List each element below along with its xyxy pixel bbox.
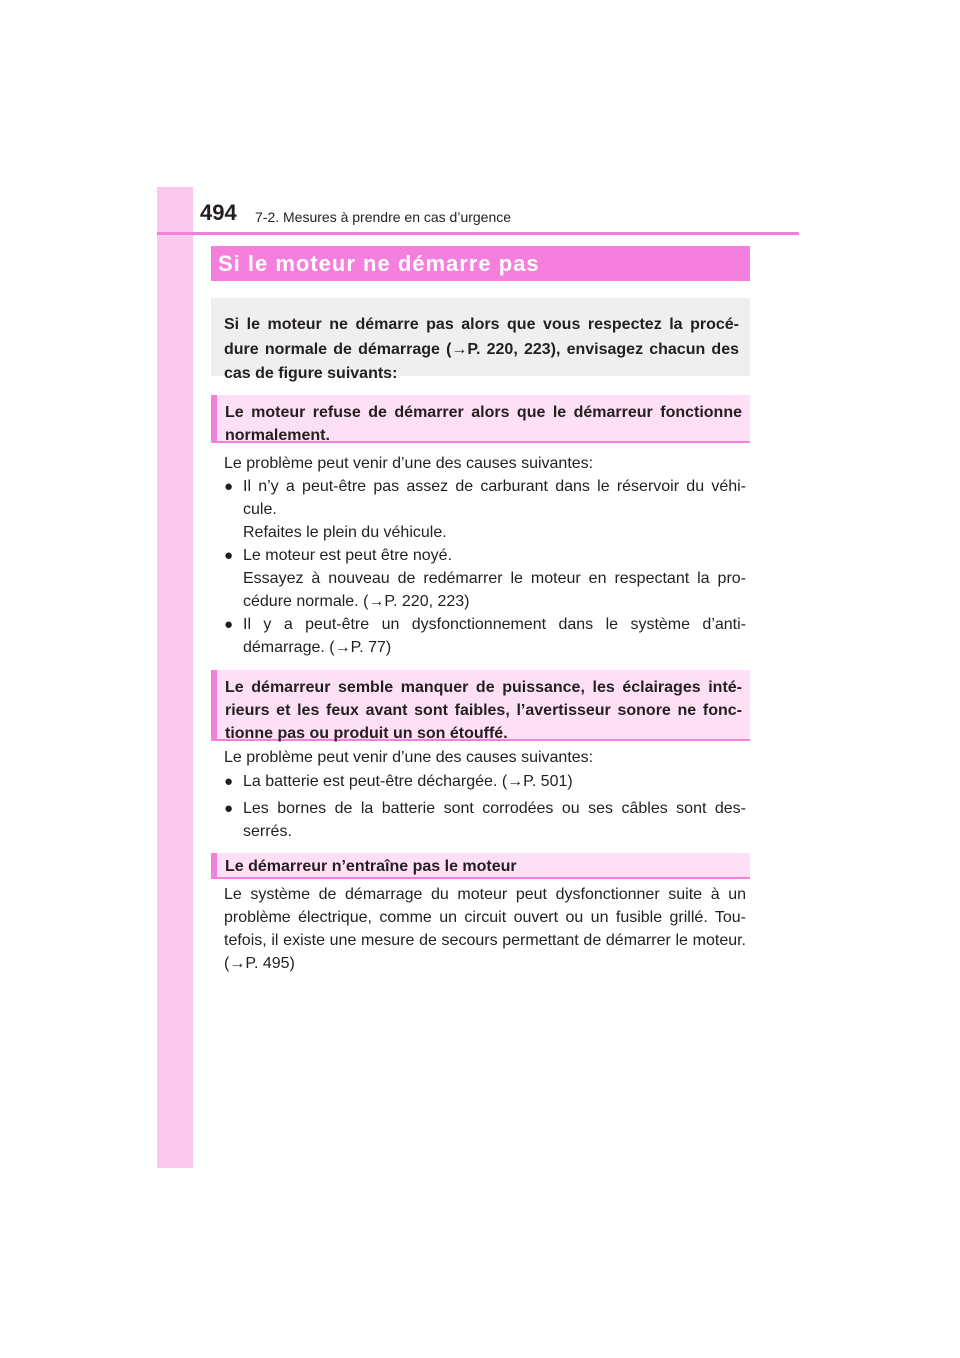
bullet-symbol: ● [224, 773, 234, 790]
side-tab-strip [157, 187, 193, 1168]
subheading-1-text: Le moteur refuse de démarrer alors que le démarreur fonctionne normalement. [225, 404, 742, 444]
subheading-2-text: Le démarreur semble manquer de puissance, les éclairages inté- rieurs et les feux avant sont faibles, l’avertisseur sonore ne fonc- tionne pas ou produit un son étouffé. [225, 679, 742, 742]
bullet-item [224, 797, 746, 843]
bullet-text: Il y a peut-être un dysfonctionnement dans le système d’anti- démarrage. (→P. 77) [243, 616, 746, 656]
subheading-3-text: Le démarreur n’entraîne pas le moteur [225, 858, 517, 875]
intro-text: Si le moteur ne démarre pas alors que vous respectez la procé- dure normale de démarrage (→P. 220, 223), envisagez chacun des cas de figure suivants: [224, 316, 739, 382]
bullet-item [224, 475, 746, 544]
bullet-symbol: ● [224, 616, 234, 633]
bullet-symbol: ● [224, 547, 234, 564]
subheading-3 [211, 853, 750, 879]
bullet-item [224, 770, 746, 793]
bullet-text: La batterie est peut-être déchargée. (→P. 501) [243, 773, 573, 790]
bullet-item [224, 544, 746, 613]
subheading-1 [211, 395, 750, 443]
section-3-body: Le système de démarrage du moteur peut dysfonctionner suite à un problème électrique, comme un circuit ouvert ou un fusible grillé. Tou- tefois, il existe une mesure de secours permettant de démarrer le moteur. (→P. 495) [224, 886, 746, 972]
subheading-2 [211, 670, 750, 741]
bullet-symbol: ● [224, 478, 234, 495]
bullet-text: Il n’y a peut-être pas assez de carburant dans le réservoir du véhi- cule. Refaites le plein du véhicule. [243, 478, 746, 541]
bullet-text: Les bornes de la batterie sont corrodées ou ses câbles sont des- serrés. [243, 800, 746, 840]
bullet-text: Le moteur est peut être noyé. Essayez à nouveau de redémarrer le moteur en respectant la pro- cédure normale. (→P. 220, 223) [243, 547, 746, 610]
section-reference: 7-2. Mesures à prendre en cas d’urgence [255, 209, 512, 225]
bullet-symbol: ● [224, 800, 234, 817]
bullet-item [224, 613, 746, 659]
header-rule [157, 232, 799, 235]
page-number: 494 [200, 200, 237, 225]
section-1-lead: Le problème peut venir d’une des causes suivantes: [224, 455, 594, 472]
page-title: Si le moteur ne démarre pas [218, 251, 540, 276]
section-2-lead: Le problème peut venir d’une des causes suivantes: [224, 749, 594, 766]
